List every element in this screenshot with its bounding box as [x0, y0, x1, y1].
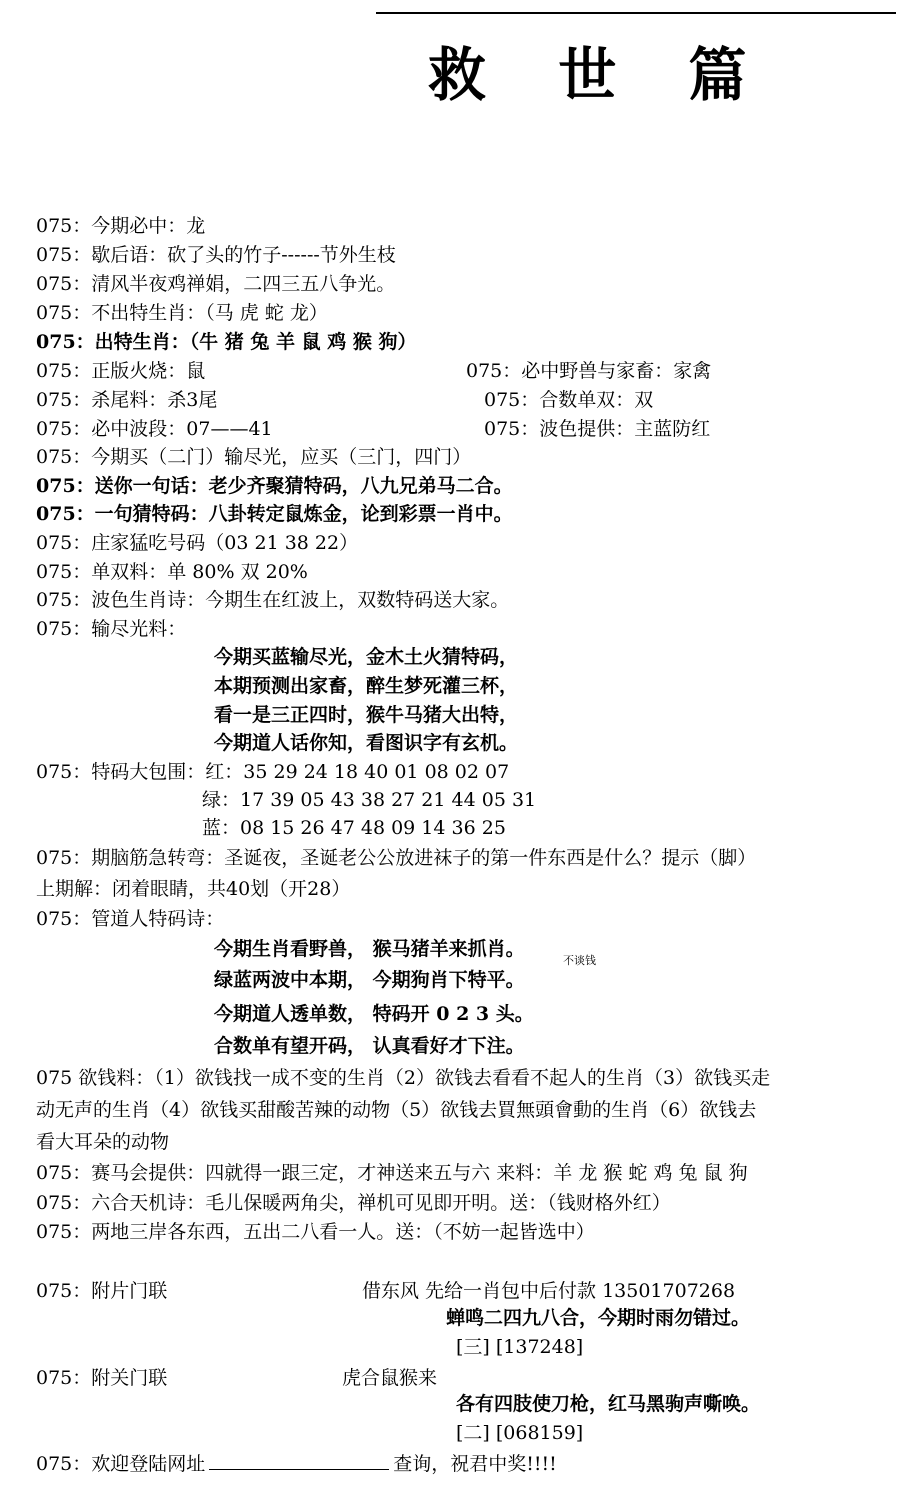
- text-line: 075：六合天机诗：毛儿保暖两角尖，禅机可见即开明。送：（钱财格外红）: [36, 1192, 671, 1214]
- text-line: 虎合鼠猴来: [342, 1367, 438, 1389]
- text-line: 075：特码大包围：红：35 29 24 18 40 01 08 02 07: [36, 761, 510, 783]
- poem-line: 看一是三正四时，猴牛马猪大出特，: [214, 704, 519, 726]
- text-line: 075：输尽光料：: [36, 618, 187, 640]
- text-line: 075：附关门联: [36, 1367, 168, 1389]
- text-line: 075：杀尾料：杀3尾: [36, 389, 218, 411]
- query-text: 查询，祝君中奖!!!!: [393, 1453, 557, 1475]
- text-line: 075：必中野兽与家畜：家禽: [466, 360, 712, 382]
- footer-line: [36, 1452, 557, 1476]
- text-line: 动无声的生肖（4）欲钱买甜酸苦辣的动物（5）欲钱去買無頭會動的生肖（6）欲钱去: [36, 1099, 757, 1121]
- website-label: 075：欢迎登陆网址: [36, 1453, 206, 1475]
- text-line: 075：管道人特码诗：: [36, 908, 225, 930]
- text-line: 075：今期必中：龙: [36, 215, 206, 237]
- text-line: 075：歇后语：砍了头的竹子------节外生枝: [36, 244, 396, 266]
- text-line: 075：单双料：单 80% 双 20%: [36, 561, 308, 583]
- poem-line: 绿蓝两波中本期， 今期狗肖下特平。: [214, 969, 525, 991]
- page-title: 救 世 篇: [428, 41, 773, 109]
- text-line: 075：庄家猛吃号码（03 21 38 22）: [36, 532, 359, 554]
- text-line: 075：正版火烧：鼠: [36, 360, 206, 382]
- text-line: 075：两地三岸各东西，五出二八看一人。送：（不妨一起皆选中）: [36, 1221, 595, 1243]
- poem-line: 今期道人话你知，看图识字有玄机。: [214, 732, 519, 754]
- website-blank: [209, 1453, 389, 1470]
- text-line: 各有四肢使刀枪，红马黑驹声嘶唤。: [456, 1393, 761, 1415]
- text-line: 075：赛马会提供：四就得一跟三定，才神送来五与六 来料：羊 龙 猴 蛇 鸡 兔 鼠 狗: [36, 1162, 748, 1184]
- text-line: 看大耳朵的动物: [36, 1131, 170, 1153]
- text-line: 075：期脑筋急转弯：圣诞夜，圣诞老公公放进袜子的第一件东西是什么？提示（脚）: [36, 847, 757, 869]
- poem-line: 本期预测出家畜，醉生梦死灌三杯，: [214, 675, 519, 697]
- text-line: 075：波色提供：主蓝防红: [484, 418, 711, 440]
- text-line: [三] [137248]: [456, 1336, 584, 1358]
- poem-line: 今期生肖看野兽， 猴马猪羊来抓肖。: [214, 938, 525, 960]
- poem-line: 合数单有望开码， 认真看好才下注。: [214, 1035, 525, 1057]
- text-line: 蝉鸣二四九八合，今期时雨勿错过。: [446, 1307, 751, 1329]
- poem-line: 今期买蓝输尽光，金木土火猜特码，: [214, 646, 519, 668]
- text-line: 075：波色生肖诗：今期生在红波上，双数特码送大家。: [36, 589, 510, 611]
- text-line: 075：一句猜特码：八卦转定鼠炼金，论到彩票一肖中。: [36, 503, 513, 525]
- text-line: 075：出特生肖：（牛 猪 兔 羊 鼠 鸡 猴 狗）: [36, 331, 417, 353]
- text-line: 绿：17 39 05 43 38 27 21 44 05 31: [202, 789, 537, 811]
- note-text: 不谈钱: [563, 954, 596, 967]
- text-line: 075：合数单双：双: [484, 389, 654, 411]
- text-line: 借东风 先给一肖包中后付款 13501707268: [362, 1280, 736, 1302]
- text-line: 蓝：08 15 26 47 48 09 14 36 25: [202, 817, 506, 839]
- text-line: 075：不出特生肖：（马 虎 蛇 龙）: [36, 302, 328, 324]
- text-line: 上期解：闭着眼睛，共40划（开28）: [36, 878, 351, 900]
- text-line: 075：送你一句话：老少齐聚猜特码，八九兄弟马二合。: [36, 475, 513, 497]
- text-line: 075 欲钱料：（1）欲钱找一成不变的生肖（2）欲钱去看看不起人的生肖（3）欲钱买走: [36, 1067, 771, 1089]
- text-line: 075：必中波段：07——41: [36, 418, 273, 440]
- text-line: 075：清风半夜鸡禅娟，二四三五八争光。: [36, 273, 396, 295]
- text-line: [二] [068159]: [456, 1422, 584, 1444]
- top-rule: [376, 12, 896, 14]
- text-line: 075：附片门联: [36, 1280, 168, 1302]
- poem-line: 今期道人透单数， 特码开 0 2 3 头。: [214, 1003, 534, 1025]
- text-line: 075：今期买（二门）输尽光，应买（三门，四门）: [36, 446, 472, 468]
